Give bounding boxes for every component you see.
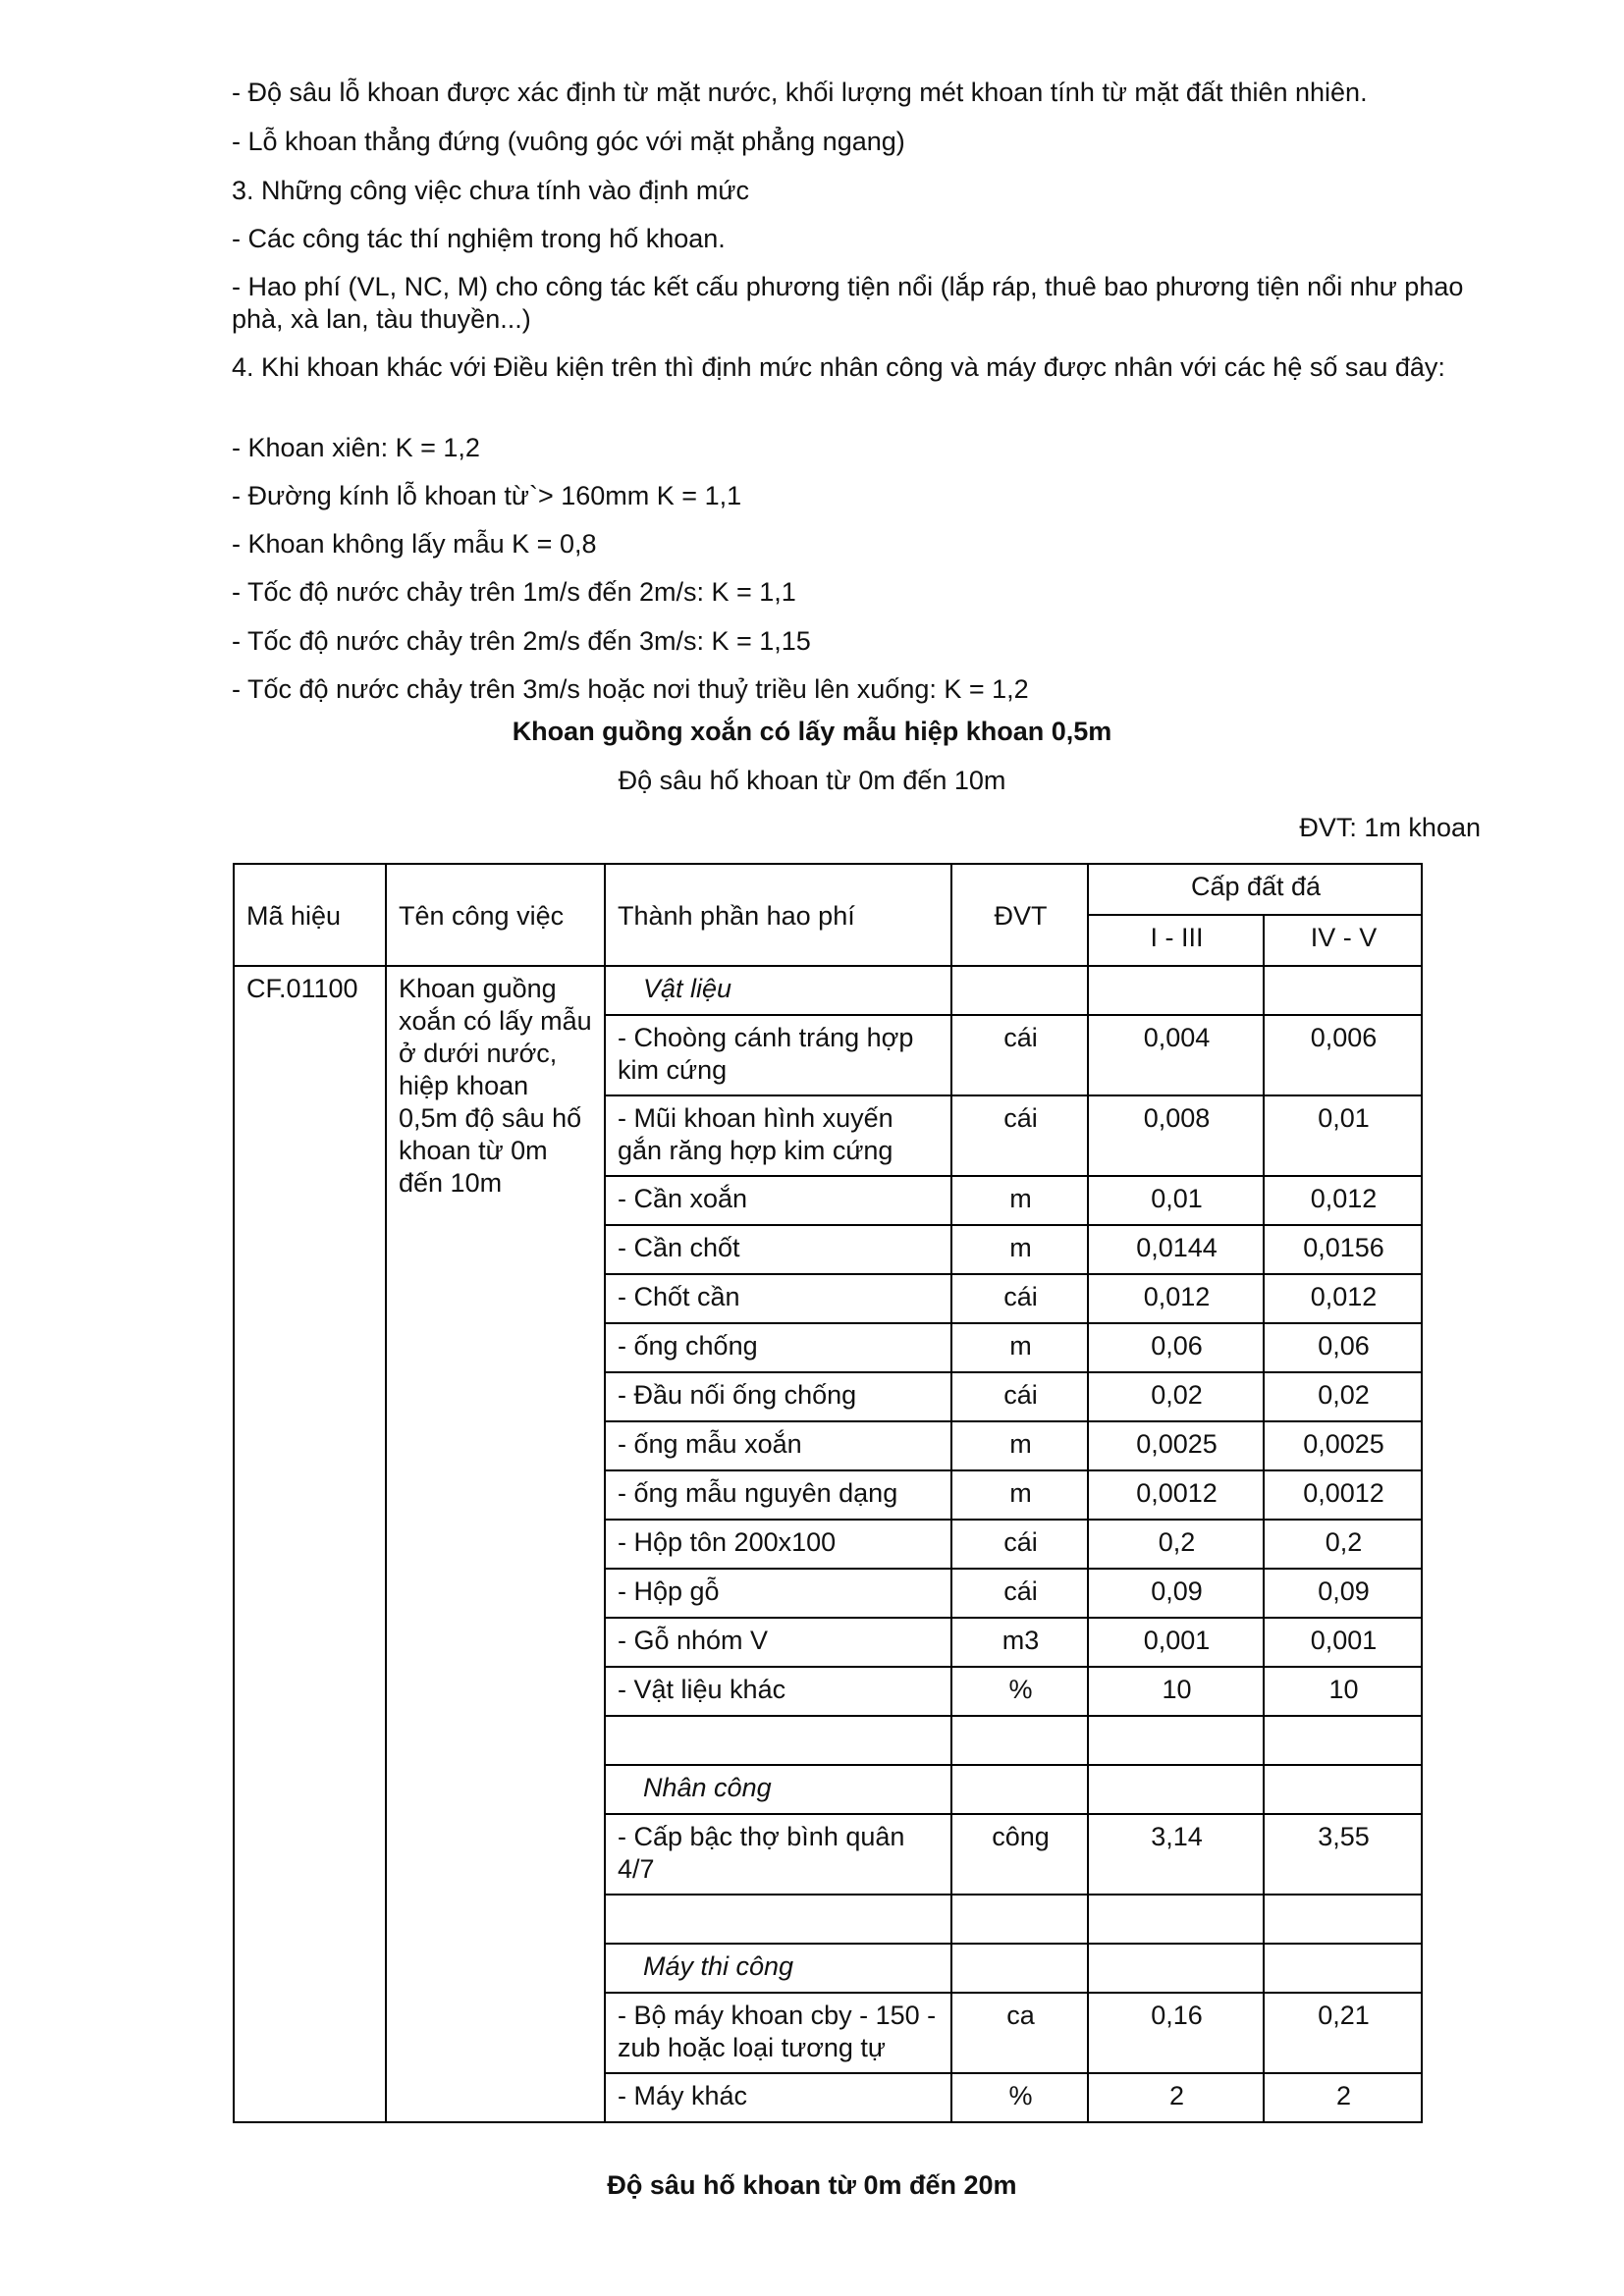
cell-work-name: Khoan guồng xoắn có lấy mẫu ở dưới nước, hiệp khoan 0,5m độ sâu hố khoan từ 0m đến 10m	[386, 966, 605, 2122]
section-heading: Khoan guồng xoắn có lấy mẫu hiệp khoan 0,5m	[512, 717, 1112, 746]
cell-unit: %	[951, 1667, 1088, 1716]
cell-value: 0,0144	[1088, 1225, 1264, 1274]
cell-unit	[951, 1765, 1088, 1814]
cell-value	[1088, 1944, 1264, 1993]
cell-component: - Choòng cánh tráng hợp kim cứng	[605, 1015, 951, 1095]
paragraph: - Độ sâu lỗ khoan được xác định từ mặt nước, khối lượng mét khoan tính từ mặt đất thiên nhiên.	[232, 78, 1368, 107]
paragraph: - Khoan không lấy mẫu K = 0,8	[232, 529, 597, 559]
cell-value: 0,012	[1264, 1274, 1422, 1323]
cell-unit: cái	[951, 1274, 1088, 1323]
cell-unit: m	[951, 1421, 1088, 1470]
cell-value	[1264, 1895, 1422, 1944]
cell-unit: m	[951, 1176, 1088, 1225]
cell-component: - ống chống	[605, 1323, 951, 1372]
unit-note: ĐVT: 1m khoan	[1299, 813, 1481, 842]
cell-unit: m	[951, 1470, 1088, 1520]
cell-value: 0,09	[1264, 1569, 1422, 1618]
cell-unit: cái	[951, 1015, 1088, 1095]
cell-value: 0,001	[1088, 1618, 1264, 1667]
header-grade: Cấp đất đá	[1088, 864, 1422, 915]
paragraph: 3. Những công việc chưa tính vào định mức	[232, 176, 750, 205]
cell-value	[1264, 1716, 1422, 1765]
cell-unit: m3	[951, 1618, 1088, 1667]
cell-value: 0,012	[1088, 1274, 1264, 1323]
cell-value: 2	[1088, 2073, 1264, 2122]
paragraph: - Khoan xiên: K = 1,2	[232, 433, 480, 462]
cell-value: 0,0025	[1088, 1421, 1264, 1470]
cell-component: - Cần xoắn	[605, 1176, 951, 1225]
cell-component: - Hộp tôn 200x100	[605, 1520, 951, 1569]
cell-value	[1088, 1895, 1264, 1944]
cell-value: 0,0012	[1088, 1470, 1264, 1520]
paragraph: - Tốc độ nước chảy trên 2m/s đến 3m/s: K = 1,15	[232, 626, 811, 656]
cell-component	[605, 1895, 951, 1944]
cell-unit: ca	[951, 1993, 1088, 2073]
cell-component: - Vật liệu khác	[605, 1667, 951, 1716]
cell-value	[1088, 966, 1264, 1015]
cell-unit: %	[951, 2073, 1088, 2122]
cell-code: CF.01100	[234, 966, 386, 2122]
cell-component: - Đầu nối ống chống	[605, 1372, 951, 1421]
cell-value: 0,06	[1088, 1323, 1264, 1372]
cell-value: 0,001	[1264, 1618, 1422, 1667]
paragraph: - Tốc độ nước chảy trên 3m/s hoặc nơi thuỷ triều lên xuống: K = 1,2	[232, 674, 1029, 704]
cell-value: 0,09	[1088, 1569, 1264, 1618]
cell-unit: công	[951, 1814, 1088, 1895]
cell-value	[1264, 966, 1422, 1015]
cell-unit	[951, 1895, 1088, 1944]
cell-value: 3,55	[1264, 1814, 1422, 1895]
cell-value	[1264, 1765, 1422, 1814]
cell-unit	[951, 966, 1088, 1015]
table-header-row	[234, 864, 1422, 915]
cell-component: - Hộp gỗ	[605, 1569, 951, 1618]
table-row	[234, 966, 1422, 1015]
paragraph: 4. Khi khoan khác với Điều kiện trên thì định mức nhân công và máy được nhân với các hệ số sau đây:	[232, 352, 1445, 382]
norm-table	[233, 863, 1423, 2123]
cell-component: Máy thi công	[605, 1944, 951, 1993]
cell-component: - Cấp bậc thợ bình quân 4/7	[605, 1814, 951, 1895]
cell-value: 0,01	[1088, 1176, 1264, 1225]
header-grade-1: I - III	[1088, 915, 1264, 966]
cell-value: 0,21	[1264, 1993, 1422, 2073]
cell-component: - ống mẫu nguyên dạng	[605, 1470, 951, 1520]
cell-unit: cái	[951, 1569, 1088, 1618]
cell-value: 0,0012	[1264, 1470, 1422, 1520]
cell-unit: m	[951, 1225, 1088, 1274]
cell-value: 0,01	[1264, 1095, 1422, 1176]
cell-component: Nhân công	[605, 1765, 951, 1814]
cell-value: 3,14	[1088, 1814, 1264, 1895]
cell-value: 0,008	[1088, 1095, 1264, 1176]
cell-value: 0,16	[1088, 1993, 1264, 2073]
cell-value	[1264, 1944, 1422, 1993]
cell-value: 0,0156	[1264, 1225, 1422, 1274]
cell-value: 0,004	[1088, 1015, 1264, 1095]
cell-value: 2	[1264, 2073, 1422, 2122]
cell-value	[1088, 1765, 1264, 1814]
cell-value: 0,06	[1264, 1323, 1422, 1372]
cell-component	[605, 1716, 951, 1765]
cell-value: 0,02	[1088, 1372, 1264, 1421]
cell-unit: m	[951, 1323, 1088, 1372]
cell-value: 0,2	[1264, 1520, 1422, 1569]
header-unit: ĐVT	[951, 864, 1088, 966]
cell-unit: cái	[951, 1520, 1088, 1569]
cell-value: 0,02	[1264, 1372, 1422, 1421]
cell-value: 0,006	[1264, 1015, 1422, 1095]
paragraph: - Hao phí (VL, NC, M) cho công tác kết cấu phương tiện nổi (lắp ráp, thuê bao phương tiện nổi như phao phà, xà lan, tàu thuyền...)	[232, 272, 1464, 334]
cell-unit: cái	[951, 1095, 1088, 1176]
cell-component: - Máy khác	[605, 2073, 951, 2122]
cell-component: Vật liệu	[605, 966, 951, 1015]
cell-value: 0,2	[1088, 1520, 1264, 1569]
cell-unit	[951, 1944, 1088, 1993]
cell-value	[1088, 1716, 1264, 1765]
cell-component: - Mũi khoan hình xuyến gắn răng hợp kim cứng	[605, 1095, 951, 1176]
cell-unit: cái	[951, 1372, 1088, 1421]
section-subheading: Độ sâu hố khoan từ 0m đến 10m	[618, 766, 1006, 795]
cell-component: - Gỗ nhóm V	[605, 1618, 951, 1667]
paragraph: - Tốc độ nước chảy trên 1m/s đến 2m/s: K = 1,1	[232, 577, 796, 607]
cell-component: - Bộ máy khoan cby - 150 - zub hoặc loại tương tự	[605, 1993, 951, 2073]
cell-value: 0,0025	[1264, 1421, 1422, 1470]
cell-component: - Cần chốt	[605, 1225, 951, 1274]
cell-value: 10	[1264, 1667, 1422, 1716]
cell-value: 0,012	[1264, 1176, 1422, 1225]
cell-component: - ống mẫu xoắn	[605, 1421, 951, 1470]
paragraph: - Các công tác thí nghiệm trong hố khoan.	[232, 224, 726, 253]
header-component: Thành phần hao phí	[605, 864, 951, 966]
header-code: Mã hiệu	[234, 864, 386, 966]
header-work: Tên công việc	[386, 864, 605, 966]
cell-unit	[951, 1716, 1088, 1765]
paragraph: - Đường kính lỗ khoan từ`> 160mm K = 1,1	[232, 481, 742, 510]
paragraph: - Lỗ khoan thẳng đứng (vuông góc với mặt phẳng ngang)	[232, 127, 905, 156]
cell-component: - Chốt cần	[605, 1274, 951, 1323]
next-section-heading: Độ sâu hố khoan từ 0m đến 20m	[607, 2170, 1017, 2200]
header-grade-2: IV - V	[1264, 915, 1422, 966]
cell-value: 10	[1088, 1667, 1264, 1716]
